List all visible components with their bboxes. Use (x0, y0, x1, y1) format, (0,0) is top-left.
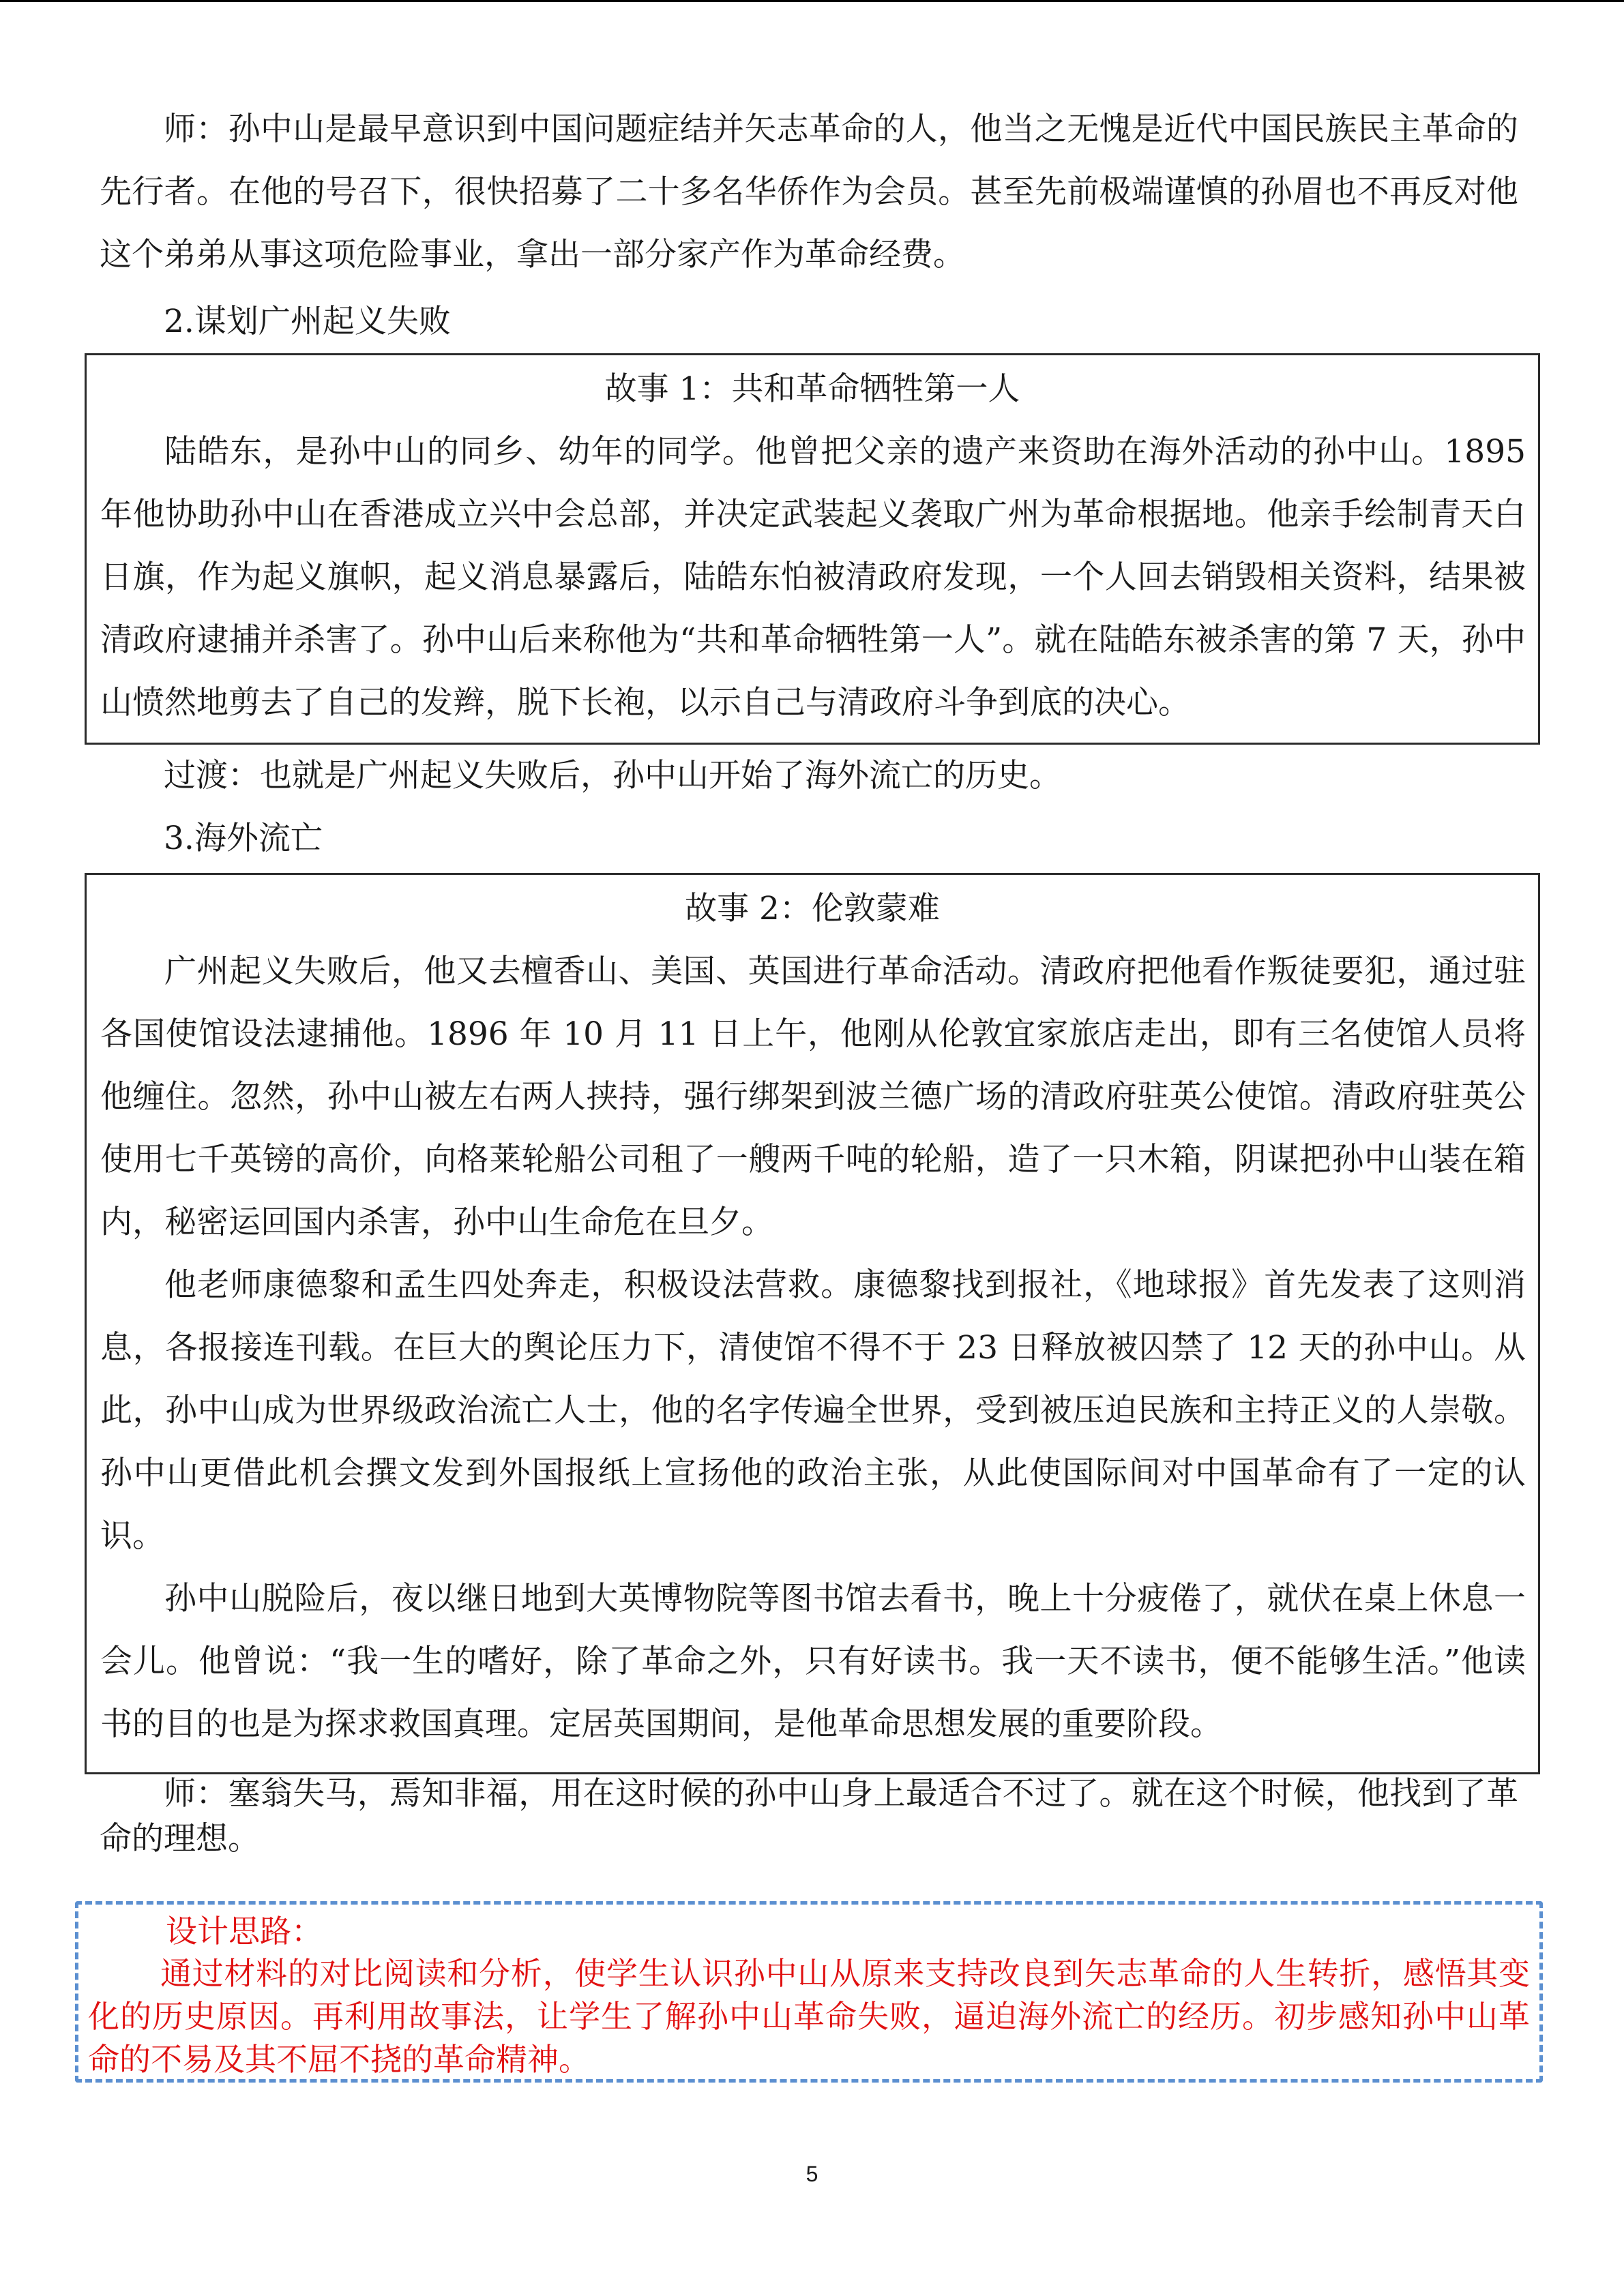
design-rationale-title: 设计思路： (166, 1913, 323, 1950)
story-1-body: 陆皓东，是孙中山的同乡、幼年的同学。他曾把父亲的遗产来资助在海外活动的孙中山。1895 年他协助孙中山在香港成立兴中会总部，并决定武装起义袭取广州为革命根据地。他亲手绘制青天白日旗，作为起义旗帜，起义消息暴露后，陆皓东怕被清政府发现，一个人回去销毁相关资料，结果被清政府逮捕并杀害了。孙中山后来称他为“共和革命牺牲第一人”。就在陆皓东被杀害的第 7 天，孙中山愤然地剪去了自己的发辫，脱下长袍，以示自己与清政府斗争到底的决心。 (100, 433, 1526, 721)
transition-paragraph: 过渡：也就是广州起义失败后，孙中山开始了海外流亡的历史。 (164, 757, 1061, 794)
story-1-title: 故事 1：共和革命牺牲第一人 (604, 370, 1020, 408)
story-2-title: 故事 2：伦敦蒙难 (685, 890, 940, 927)
section-heading-3: 3.海外流亡 (164, 820, 323, 857)
design-rationale-body: 通过材料的对比阅读和分析，使学生认识孙中山从原来支持改良到矢志革命的人生转折，感悟其变化的历史原因。再利用故事法，让学生了解孙中山革命失败，逼迫海外流亡的经历。初步感知孙中山革命的不易及其不屈不挠的革命精神。 (88, 1955, 1530, 2078)
story-2-box (85, 873, 1540, 1774)
section-heading-2: 2.谋划广州起义失败 (164, 303, 451, 340)
top-border-line (0, 0, 1624, 2)
story-2-paragraph: 广州起义失败后，他又去檀香山、美国、英国进行革命活动。清政府把他看作叛徒要犯，通过驻各国使馆设法逮捕他。1896 年 10 月 11 日上午，他刚从伦敦宜家旅店走出，即有三名使馆人员将他缠住。忽然，孙中山被左右两人挟持，强行绑架到波兰德广场的清政府驻英公使馆。清政府驻英公使用七千英镑的高价，向格莱轮船公司租了一艘两千吨的轮船，造了一只木箱，阴谋把孙中山装在箱内，秘密运回国内杀害，孙中山生命危在旦夕。 (100, 953, 1526, 1241)
story-1-box (85, 353, 1540, 745)
teacher-summary-paragraph: 师：塞翁失马，焉知非福，用在这时候的孙中山身上最适合不过了。就在这个时候，他找到了革命的理想。 (100, 1775, 1518, 1858)
story-2-paragraph: 孙中山脱险后，夜以继日地到大英博物院等图书馆去看书，晚上十分疲倦了，就伏在桌上休息一会儿。他曾说：“我一生的嗜好，除了革命之外，只有好读书。我一天不读书，便不能够生活。”他读书的目的也是为探求救国真理。定居英国期间，是他革命思想发展的重要阶段。 (100, 1580, 1526, 1743)
teacher-intro-paragraph: 师：孙中山是最早意识到中国问题症结并矢志革命的人，他当之无愧是近代中国民族民主革命的先行者。在他的号召下，很快招募了二十多名华侨作为会员。甚至先前极端谨慎的孙眉也不再反对他这个弟弟从事这项危险事业，拿出一部分家产作为革命经费。 (100, 110, 1518, 273)
page-number: 5 (806, 2162, 818, 2186)
design-rationale-box (75, 1901, 1543, 2083)
story-2-paragraph: 他老师康德黎和孟生四处奔走，积极设法营救。康德黎找到报社，《地球报》首先发表了这则消息，各报接连刊载。在巨大的舆论压力下，清使馆不得不于 23 日释放被囚禁了 12 天的孙中山。从此，孙中山成为世界级政治流亡人士，他的名字传遍全世界，受到被压迫民族和主持正义的人崇敬。孙中山更借此机会撰文发到外国报纸上宣扬他的政治主张，从此使国际间对中国革命有了一定的认识。 (100, 1266, 1526, 1555)
